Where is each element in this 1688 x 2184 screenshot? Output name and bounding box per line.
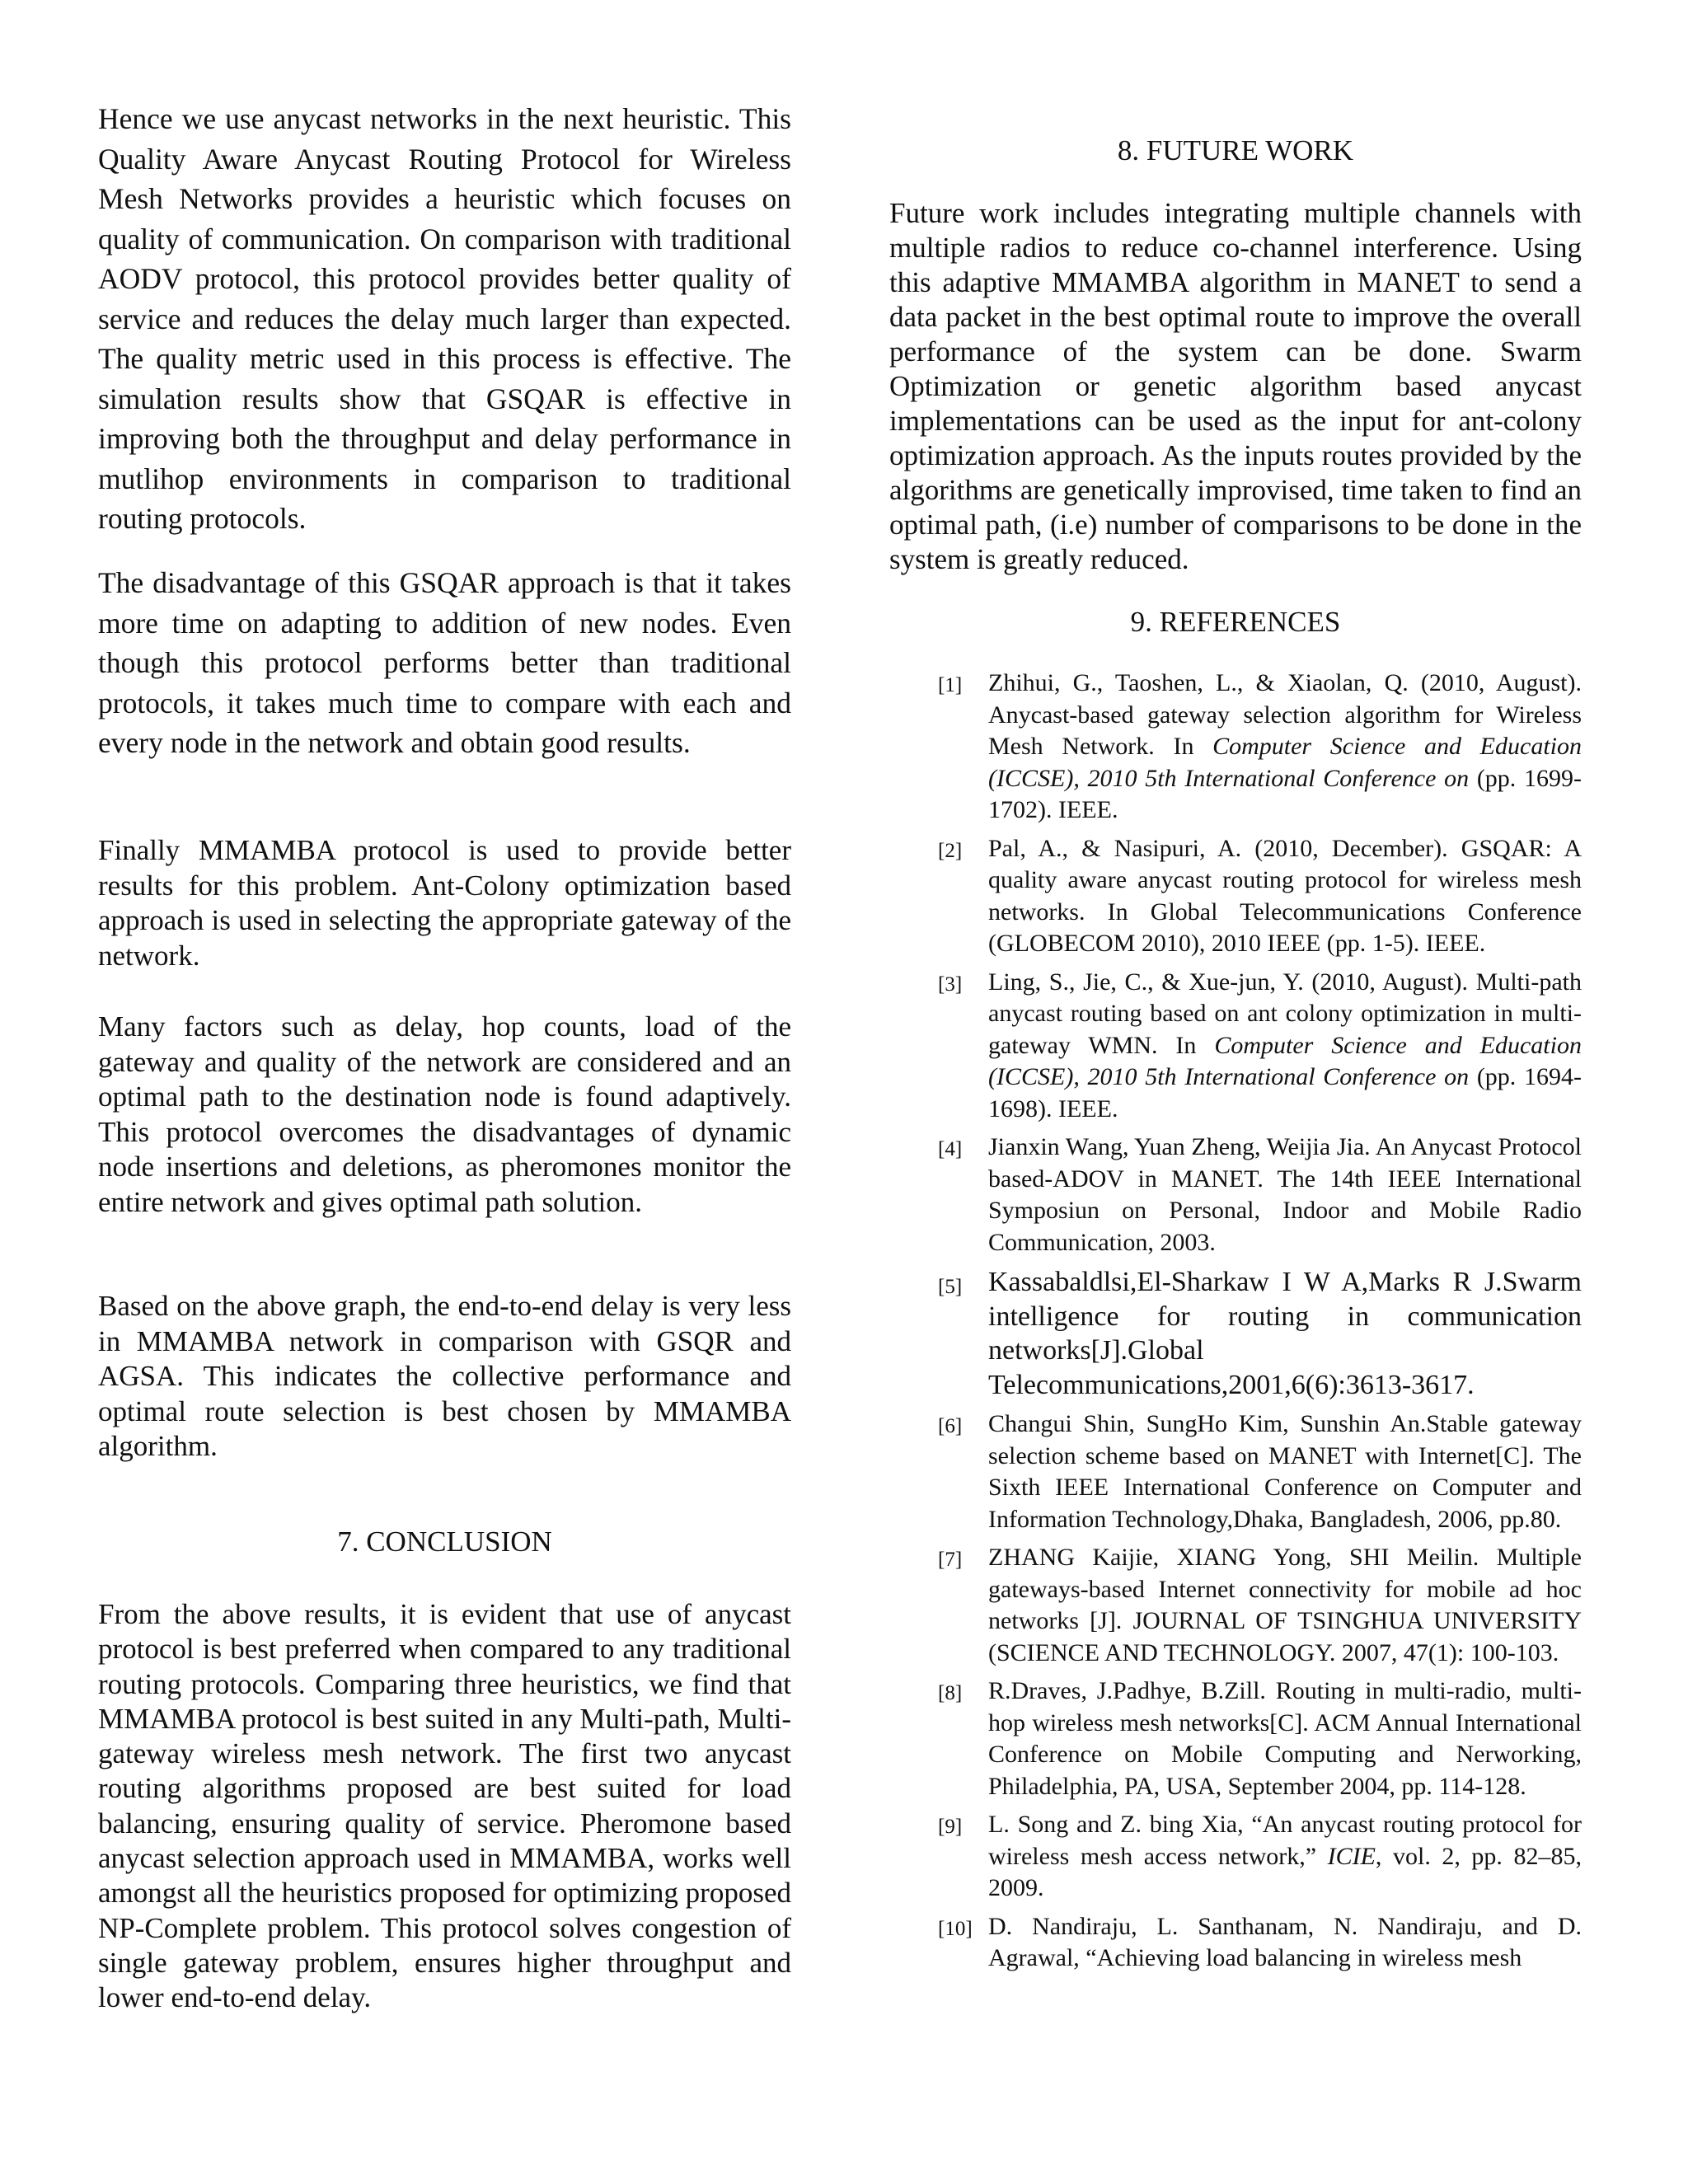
reference-item-8 [889, 1675, 1582, 1802]
reference-text: Pal, A., & Nasipuri, A. (2010, December). GSQAR: A quality aware anycast routing protocol for wireless mesh networks. In Global Telecommunications Conference (GLOBECOM 2010), 2010 IEEE (pp. 1-5). IEEE. [988, 834, 1582, 957]
paragraph-gsqar-disadvantage: The disadvantage of this GSQAR approach is that it takes more time on adapting to addition of new nodes. Even though this protocol performs better than traditional protocols, it takes much time to compare with each and every node in the network and obtain good results. [98, 566, 791, 759]
future-work-heading: 8. FUTURE WORK [1117, 134, 1354, 166]
reference-number: [8] [938, 1682, 963, 1704]
future-work-text: Future work includes integrating multiple channels with multiple radios to reduce co-channel interference. Using this adaptive MMAMBA algorithm in MANET to send a data packet in the best optimal route to improve the overall performance of the system can be done. Swarm Optimization or genetic algorithm based anycast implementations can be used as the input for ant-colony optimization approach. As the inputs routes provided by the algorithms are genetically improvised, time taken to find an optimal path, (i.e) number of comparisons to be done in the system is greatly reduced. [889, 197, 1582, 575]
reference-item-2 [889, 833, 1582, 960]
paragraph-anycast-heuristic: Hence we use anycast networks in the next heuristic. This Quality Aware Anycast Routing Protocol for Wireless Mesh Networks provides a heuristic which focuses on quality of communication. On comparison with traditional AODV protocol, this protocol provides better quality of service and reduces the delay much larger than expected. The quality metric used in this process is effective. The simulation results show that GSQAR is effective in improving both the throughput and delay performance in mutlihop environments in comparison to traditional routing protocols. [98, 102, 791, 535]
reference-pages: (pp. 1694-1698). IEEE. [988, 1063, 1582, 1122]
reference-text: Jianxin Wang, Yuan Zheng, Weijia Jia. An Anycast Protocol based-ADOV in MANET. The 14th IEEE International Symposiun on Personal, Indoor and Mobile Radio Communication, 2003. [988, 1133, 1582, 1256]
reference-item-3 [889, 967, 1582, 1126]
reference-text: L. Song and Z. bing Xia, “An anycast routing protocol for wireless mesh access network,” [988, 1811, 1582, 1870]
reference-text: ZHANG Kaijie, XIANG Yong, SHI Meilin. Multiple gateways-based Internet connectivity for mobile ad hoc networks [J]. JOURNAL OF TSINGHUA UNIVERSITY (SCIENCE AND TECHNOLOGY. 2007, 47(1): 100-103. [988, 1544, 1582, 1666]
reference-number: [2] [938, 839, 963, 862]
reference-number: [7] [938, 1549, 963, 1571]
reference-venue: Computer Science and Education (ICCSE), 2010 5th International Conference on [988, 733, 1582, 792]
paragraph-many-factors: Many factors such as delay, hop counts, load of the gateway and quality of the network are considered and an optimal path to the destination node is found adaptively. This protocol overcomes the disadvantages of dynamic node insertions and deletions, as pheromones monitor the entire network and gives optimal path solution. [98, 1010, 791, 1218]
reference-number: [9] [938, 1816, 963, 1838]
reference-item-9 [889, 1809, 1582, 1905]
reference-text: Changui Shin, SungHo Kim, Sunshin An.Stable gateway selection scheme based on MANET with Internet[C]. The Sixth IEEE International Conference on Computer and Information Technology,Dhaka, Bangladesh, 2006, pp.80. [988, 1410, 1582, 1533]
reference-number: [3] [938, 972, 963, 996]
reference-item-4 [889, 1132, 1582, 1258]
reference-number: [4] [938, 1138, 963, 1160]
reference-number: [6] [938, 1415, 963, 1437]
reference-text: R.Draves, J.Padhye, B.Zill. Routing in multi-radio, multi-hop wireless mesh networks[C]. ACM Annual International Conference on Mobile Computing and Nerworking, Philadelphia, PA, USA, September 2004, pp. 114-128. [988, 1677, 1582, 1800]
references-list [889, 668, 1582, 1981]
paragraph-mmamba-intro: Finally MMAMBA protocol is used to provide better results for this problem. Ant-Colony optimization based approach is used in selecting the appropriate gateway of the network. [98, 834, 791, 972]
reference-text: D. Nandiraju, L. Santhanam, N. Nandiraju, and D. Agrawal, “Achieving load balancing in wireless mesh [988, 1912, 1582, 1971]
reference-number: [10] [938, 1917, 973, 1940]
reference-number: [1] [938, 674, 963, 696]
reference-item-1 [889, 668, 1582, 827]
reference-text: Kassabaldlsi,El-Sharkaw I W A,Marks R J.Swarm intelligence for routing in communication networks[J].Global Telecommunications,2001,6(6):3613-3617. [988, 1267, 1582, 1400]
reference-text: Ling, S., Jie, C., & Xue-jun, Y. (2010, August). Multi-path anycast routing based on ant colony optimization in multi-gateway WMN. In [988, 968, 1582, 1059]
references-heading: 9. REFERENCES [1130, 606, 1341, 638]
reference-pages: (pp. 1699-1702). IEEE. [988, 764, 1582, 823]
conclusion-text: From the above results, it is evident that use of anycast protocol is best preferred when compared to any traditional routing protocols. Comparing three heuristics, we find that MMAMBA protocol is best suited in any Multi-path, Multi-gateway wireless mesh network. The first two anycast routing algorithms proposed are best suited for load balancing, ensuring quality of service. Pheromone based anycast selection approach used in MMAMBA, works well amongst all the heuristics proposed for optimizing proposed NP-Complete problem. This protocol solves congestion of single gateway problem, ensures higher throughput and lower end-to-end delay. [98, 1598, 791, 2014]
paragraph-end-to-end-delay: Based on the above graph, the end-to-end delay is very less in MMAMBA network in comparison with GSQR and AGSA. This indicates the collective performance and optimal route selection is best chosen by MMAMBA algorithm. [98, 1290, 791, 1462]
reference-number: [5] [938, 1276, 963, 1298]
reference-item-6 [889, 1408, 1582, 1535]
reference-venue: ICIE [1327, 1842, 1376, 1870]
reference-text: Zhihui, G., Taoshen, L., & Xiaolan, Q. (2010, August). Anycast-based gateway selection algorithm for Wireless Mesh Network. In [988, 669, 1582, 760]
reference-item-5 [889, 1265, 1582, 1402]
reference-pages: , vol. 2, pp. 82–85, 2009. [988, 1842, 1582, 1901]
reference-item-10 [889, 1911, 1582, 1975]
conclusion-heading: 7. CONCLUSION [337, 1526, 552, 1558]
reference-item-7 [889, 1542, 1582, 1669]
reference-venue: Computer Science and Education (ICCSE), 2010 5th International Conference on [988, 1031, 1582, 1090]
